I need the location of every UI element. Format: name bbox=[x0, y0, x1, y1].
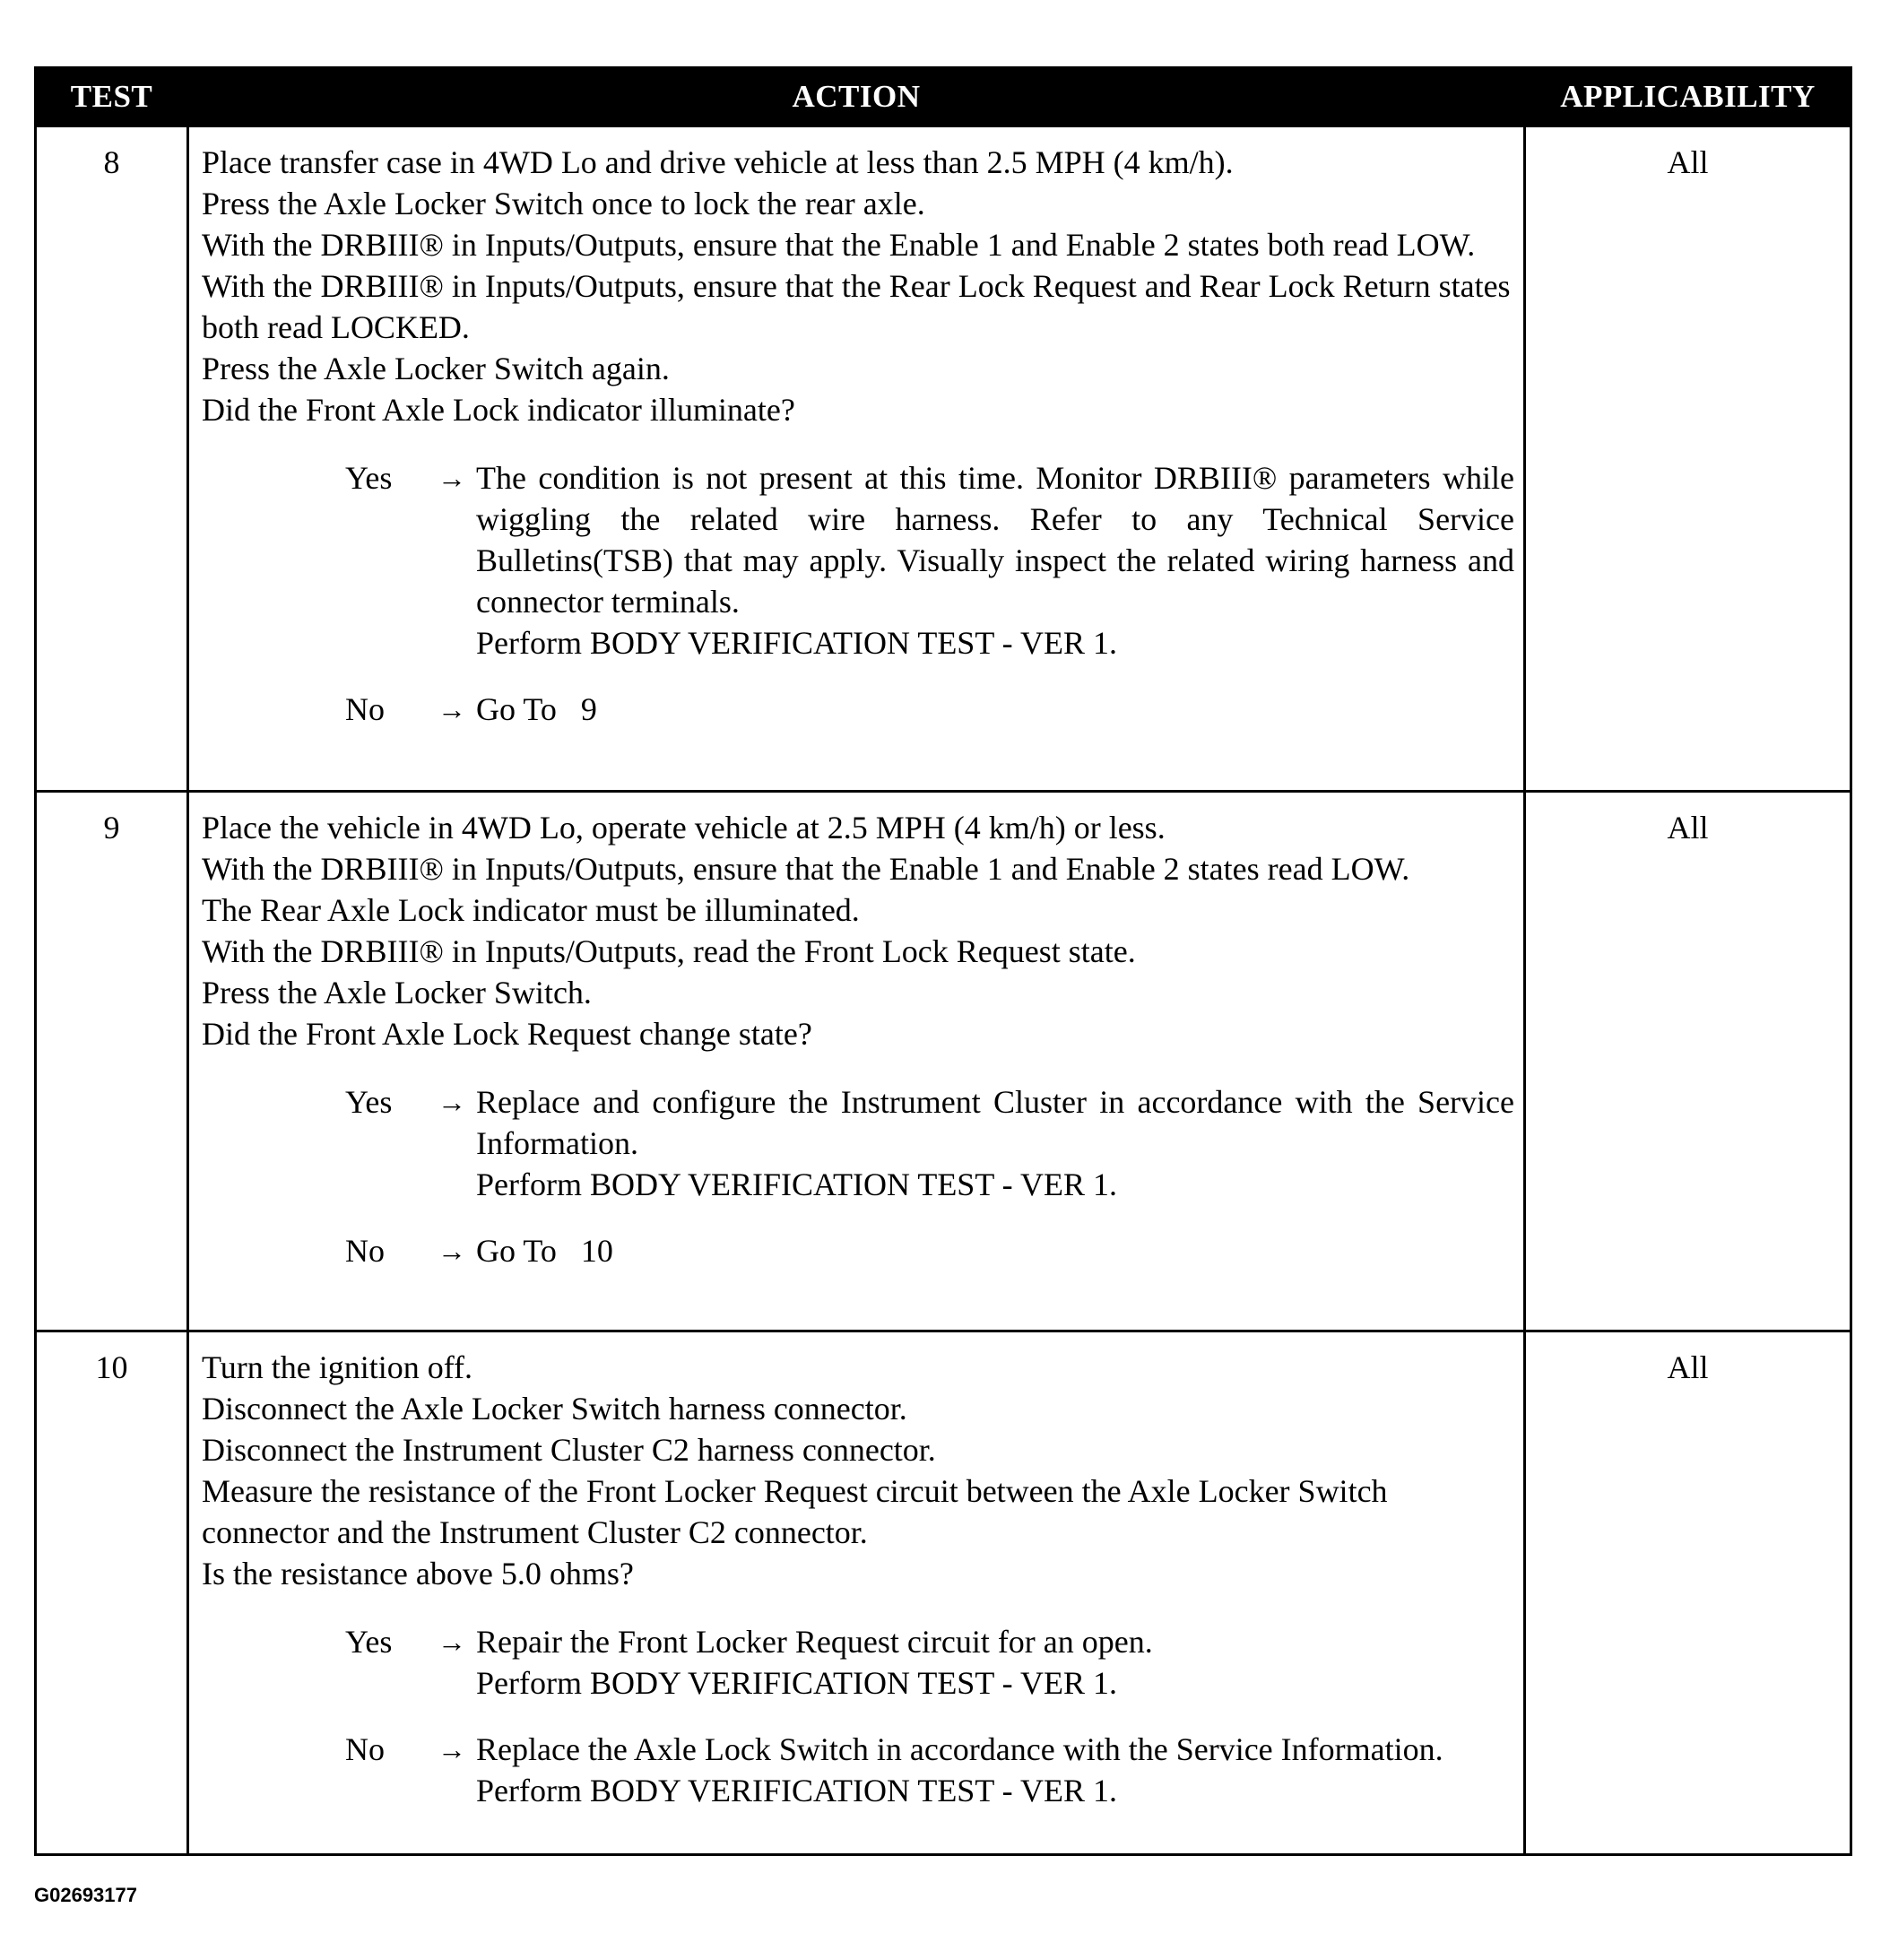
action-step: Place the vehicle in 4WD Lo, operate vehicle at 2.5 MPH (4 km/h) or less. bbox=[202, 810, 1166, 846]
action-step: Is the resistance above 5.0 ohms? bbox=[202, 1556, 634, 1591]
action-step: Press the Axle Locker Switch again. bbox=[202, 351, 670, 386]
yes-label: Yes bbox=[345, 1084, 393, 1120]
no-label: No bbox=[345, 691, 385, 727]
result-text: Perform BODY VERIFICATION TEST - VER 1. bbox=[476, 1665, 1118, 1701]
arrow-right-icon: → bbox=[438, 462, 466, 494]
no-label: No bbox=[345, 1731, 385, 1767]
yes-result bbox=[345, 1621, 1514, 1704]
action-step: Disconnect the Axle Locker Switch harness connector. bbox=[202, 1391, 907, 1427]
action-cell bbox=[189, 125, 1523, 790]
action-step: The Rear Axle Lock indicator must be illuminated. bbox=[202, 892, 860, 928]
result-text: Perform BODY VERIFICATION TEST - VER 1. bbox=[476, 1166, 1118, 1202]
result-text: Repair the Front Locker Request circuit for an open. bbox=[476, 1624, 1153, 1660]
header-action: ACTION bbox=[189, 69, 1523, 125]
action-step: With the DRBIII® in Inputs/Outputs, ensure that the Enable 1 and Enable 2 states both read LOW. bbox=[202, 227, 1476, 263]
result-text: Replace the Axle Lock Switch in accordance with the Service Information. bbox=[476, 1731, 1443, 1767]
action-step: With the DRBIII® in Inputs/Outputs, read the Front Lock Request state. bbox=[202, 933, 1136, 969]
applicability-value: All bbox=[1523, 790, 1850, 1330]
test-number: 8 bbox=[37, 125, 189, 790]
action-step: Place transfer case in 4WD Lo and drive vehicle at less than 2.5 MPH (4 km/h). bbox=[202, 144, 1234, 180]
applicability-value: All bbox=[1523, 125, 1850, 790]
result-text: Perform BODY VERIFICATION TEST - VER 1. bbox=[476, 625, 1118, 661]
action-step: Measure the resistance of the Front Locker Request circuit between the Axle Locker Switch connector and the Instrument Cluster C2 connector. bbox=[202, 1473, 1388, 1550]
figure-id: G02693177 bbox=[34, 1884, 137, 1906]
arrow-right-icon: → bbox=[438, 1733, 466, 1765]
action-step: With the DRBIII® in Inputs/Outputs, ensure that the Rear Lock Request and Rear Lock Return states both read LOCKED. bbox=[202, 268, 1511, 345]
action-step: Turn the ignition off. bbox=[202, 1349, 473, 1385]
arrow-right-icon: → bbox=[438, 693, 466, 725]
arrow-right-icon: → bbox=[438, 1626, 466, 1658]
arrow-right-icon: → bbox=[438, 1086, 466, 1118]
no-result bbox=[345, 1230, 1514, 1271]
no-label: No bbox=[345, 1233, 385, 1269]
action-step: Press the Axle Locker Switch once to lock the rear axle. bbox=[202, 186, 925, 221]
test-number: 9 bbox=[37, 790, 189, 1330]
action-cell bbox=[189, 1330, 1523, 1853]
action-step: Did the Front Axle Lock Request change state? bbox=[202, 1016, 812, 1052]
result-text: The condition is not present at this time. Monitor DRBIII® parameters while wiggling the related wire harness. Refer to any Technical Service Bulletins(TSB) that may apply. Visually inspect the related wiring harness and connector terminals. bbox=[476, 460, 1514, 620]
header-test: TEST bbox=[37, 69, 189, 125]
no-result bbox=[345, 689, 1514, 730]
yes-result bbox=[345, 1081, 1514, 1205]
arrow-right-icon: → bbox=[438, 1235, 466, 1267]
test-number: 10 bbox=[37, 1330, 189, 1853]
header-applicability: APPLICABILITY bbox=[1523, 69, 1850, 125]
no-result bbox=[345, 1729, 1514, 1811]
result-text: Perform BODY VERIFICATION TEST - VER 1. bbox=[476, 1773, 1118, 1808]
result-text: Replace and configure the Instrument Cluster in accordance with the Service Information. bbox=[476, 1084, 1514, 1161]
result-text: Go To 9 bbox=[476, 691, 597, 727]
result-text: Go To 10 bbox=[476, 1233, 613, 1269]
action-cell bbox=[189, 790, 1523, 1330]
yes-label: Yes bbox=[345, 1624, 393, 1660]
action-step: Did the Front Axle Lock indicator illuminate? bbox=[202, 392, 795, 428]
applicability-value: All bbox=[1523, 1330, 1850, 1853]
diagnostic-test-table bbox=[34, 66, 1852, 1856]
action-step: Disconnect the Instrument Cluster C2 harness connector. bbox=[202, 1432, 936, 1468]
action-step: With the DRBIII® in Inputs/Outputs, ensure that the Enable 1 and Enable 2 states read LOW. bbox=[202, 851, 1410, 887]
yes-label: Yes bbox=[345, 460, 393, 496]
yes-result bbox=[345, 457, 1514, 663]
action-step: Press the Axle Locker Switch. bbox=[202, 975, 592, 1010]
